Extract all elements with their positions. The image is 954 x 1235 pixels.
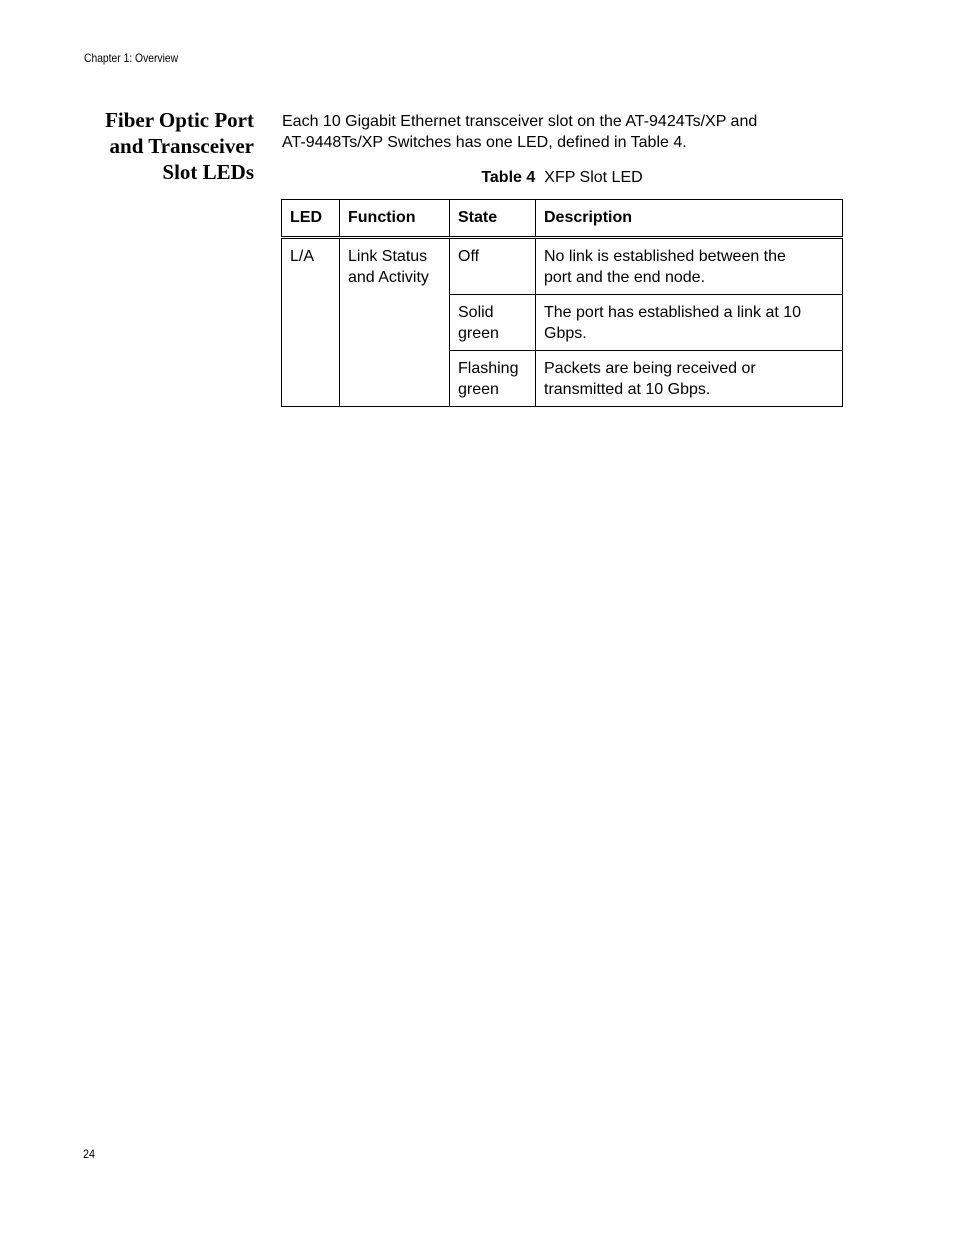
section-heading-line: Fiber Optic Port	[105, 108, 254, 132]
cell-state-line: Solid	[458, 304, 494, 321]
table-caption-number: Table 4	[481, 169, 536, 186]
cell-function-line: Link Status	[348, 248, 428, 265]
cell-state-line: green	[458, 325, 499, 342]
led-table	[281, 199, 843, 407]
cell-state	[450, 351, 536, 407]
cell-description-line: port and the end node.	[544, 269, 706, 286]
cell-description	[536, 295, 843, 351]
cell-description	[536, 238, 843, 295]
table-row	[282, 238, 843, 295]
header-function: Function	[340, 200, 450, 238]
intro-paragraph-line: AT-9448Ts/XP Switches has one LED, defined in Table 4.	[282, 134, 687, 151]
cell-description	[536, 351, 843, 407]
section-heading-line: Slot LEDs	[162, 160, 254, 184]
cell-description-line: Gbps.	[544, 325, 587, 342]
cell-state	[450, 295, 536, 351]
header-description: Description	[536, 200, 843, 238]
cell-state	[450, 238, 536, 295]
cell-description-line: No link is established between the	[544, 248, 786, 265]
section-heading	[60, 107, 254, 185]
intro-paragraph-line: Each 10 Gigabit Ethernet transceiver slot on the AT-9424Ts/XP and	[282, 113, 758, 130]
intro-paragraph	[282, 111, 842, 153]
cell-description-line: transmitted at 10 Gbps.	[544, 381, 711, 398]
header-led: LED	[282, 200, 340, 238]
cell-state-line: Flashing	[458, 360, 519, 377]
table-caption-title: XFP Slot LED	[544, 169, 643, 186]
section-heading-line: and Transceiver	[109, 134, 254, 158]
cell-led: L/A	[282, 238, 340, 407]
running-header: Chapter 1: Overview	[84, 51, 179, 65]
cell-description-line: The port has established a link at 10	[544, 304, 802, 321]
cell-state-line: Off	[458, 248, 480, 265]
cell-function	[340, 238, 450, 407]
cell-description-line: Packets are being received or	[544, 360, 756, 377]
header-state: State	[450, 200, 536, 238]
table-caption	[282, 168, 842, 188]
cell-state-line: green	[458, 381, 499, 398]
table-header-row	[282, 200, 843, 238]
cell-function-line: and Activity	[348, 269, 429, 286]
page-number: 24	[83, 1147, 96, 1161]
